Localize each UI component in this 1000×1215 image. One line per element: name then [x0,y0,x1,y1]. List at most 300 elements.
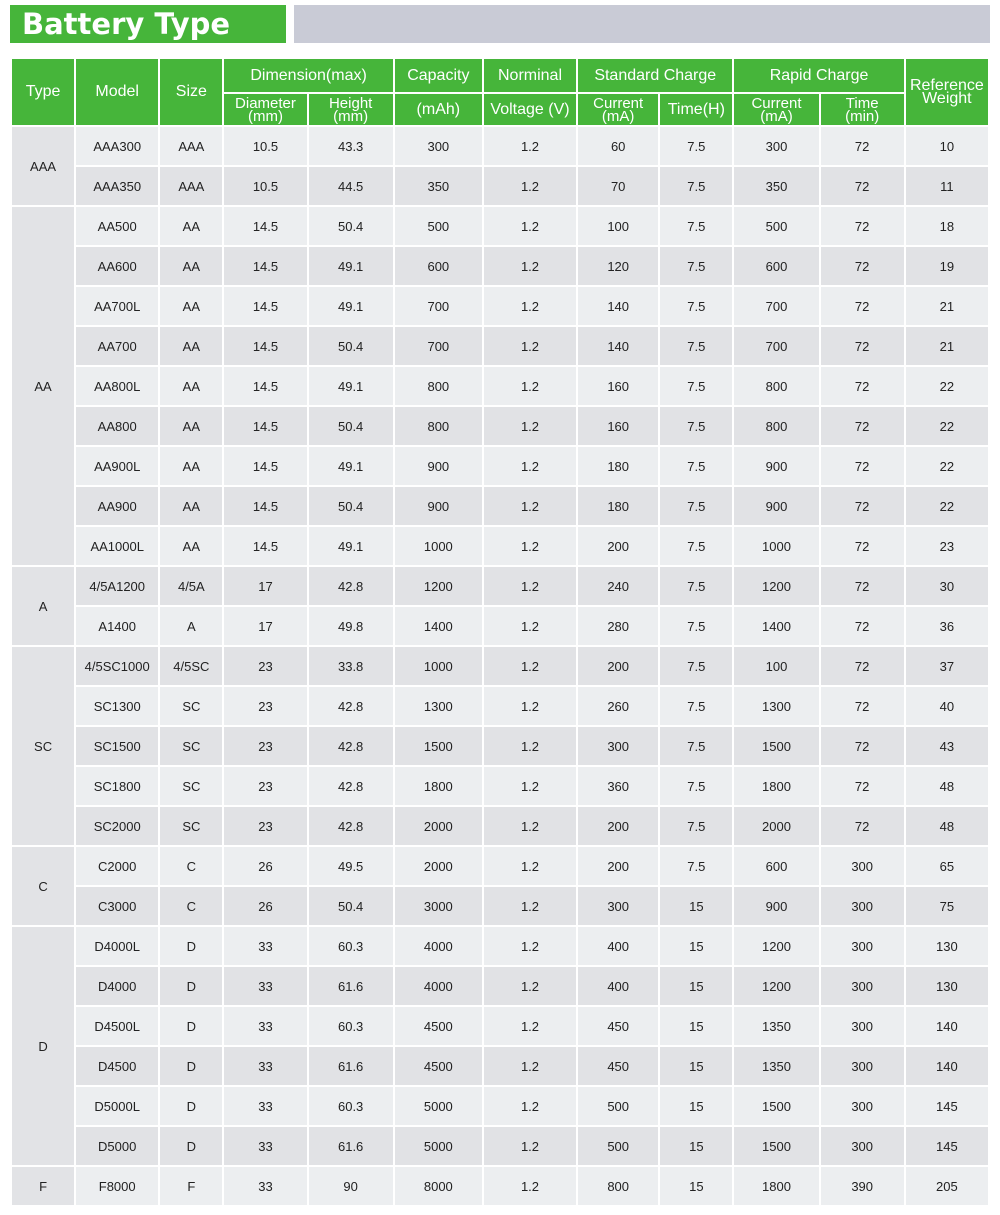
header-size: Size [160,59,222,125]
voltage-cell: 1.2 [484,367,576,405]
std-current-cell: 300 [578,887,658,925]
rapid-current-cell: 1200 [734,967,818,1005]
height-cell: 49.1 [309,287,393,325]
std-current-cell: 140 [578,287,658,325]
voltage-cell: 1.2 [484,567,576,605]
std-time-cell: 7.5 [660,647,732,685]
model-cell: 4/5A1200 [76,567,158,605]
model-cell: D4000L [76,927,158,965]
table-row [12,1167,988,1205]
table-row [12,127,988,165]
height-cell: 50.4 [309,207,393,245]
rapid-time-cell: 72 [821,167,904,205]
rapid-current-cell: 1200 [734,927,818,965]
std-time-cell: 7.5 [660,727,732,765]
std-current-cell: 240 [578,567,658,605]
diameter-cell: 26 [224,887,306,925]
weight-cell: 140 [906,1047,988,1085]
model-cell: AA600 [76,247,158,285]
voltage-cell: 1.2 [484,967,576,1005]
height-cell: 50.4 [309,327,393,365]
capacity-cell: 1000 [395,647,482,685]
type-cell: C [12,847,74,925]
capacity-cell: 2000 [395,807,482,845]
std-time-cell: 7.5 [660,567,732,605]
capacity-cell: 4000 [395,967,482,1005]
header-rapid-charge: Rapid Charge [734,59,903,92]
std-current-cell: 400 [578,927,658,965]
diameter-cell: 14.5 [224,287,306,325]
rapid-current-cell: 2000 [734,807,818,845]
std-time-cell: 7.5 [660,127,732,165]
std-current-cell: 800 [578,1167,658,1205]
type-cell: A [12,567,74,645]
capacity-cell: 800 [395,407,482,445]
height-cell: 49.8 [309,607,393,645]
diameter-cell: 23 [224,727,306,765]
rapid-current-cell: 600 [734,847,818,885]
size-cell: F [160,1167,222,1205]
header-reference-weight [906,59,988,125]
model-cell: AA900L [76,447,158,485]
capacity-cell: 2000 [395,847,482,885]
model-cell: AA500 [76,207,158,245]
size-cell: AAA [160,127,222,165]
capacity-cell: 800 [395,367,482,405]
size-cell: AA [160,247,222,285]
table-body [12,127,988,1205]
diameter-cell: 33 [224,1087,306,1125]
model-cell: A1400 [76,607,158,645]
diameter-cell: 10.5 [224,127,306,165]
table-row [12,687,988,725]
model-cell: SC1300 [76,687,158,725]
std-current-cell: 180 [578,447,658,485]
std-time-cell: 7.5 [660,447,732,485]
rapid-time-cell: 72 [821,207,904,245]
diameter-cell: 26 [224,847,306,885]
diameter-cell: 23 [224,687,306,725]
voltage-cell: 1.2 [484,1007,576,1045]
weight-cell: 10 [906,127,988,165]
table-row [12,647,988,685]
rapid-current-cell: 1800 [734,767,818,805]
size-cell: AA [160,487,222,525]
diameter-cell: 23 [224,767,306,805]
height-cell: 43.3 [309,127,393,165]
voltage-cell: 1.2 [484,847,576,885]
voltage-cell: 1.2 [484,647,576,685]
std-time-cell: 7.5 [660,247,732,285]
height-cell: 42.8 [309,767,393,805]
table-row [12,287,988,325]
weight-cell: 40 [906,687,988,725]
weight-cell: 11 [906,167,988,205]
std-time-cell: 7.5 [660,527,732,565]
voltage-cell: 1.2 [484,687,576,725]
std-time-cell: 7.5 [660,327,732,365]
rapid-current-cell: 100 [734,647,818,685]
capacity-cell: 3000 [395,887,482,925]
header-height-label: Height [328,94,373,112]
rapid-current-cell: 1500 [734,727,818,765]
table-row [12,407,988,445]
weight-cell: 43 [906,727,988,765]
header-voltage: Voltage (V) [484,94,576,125]
std-current-cell: 160 [578,407,658,445]
weight-cell: 140 [906,1007,988,1045]
weight-cell: 21 [906,327,988,365]
std-time-cell: 7.5 [660,767,732,805]
std-time-cell: 7.5 [660,687,732,725]
diameter-cell: 33 [224,967,306,1005]
std-time-cell: 15 [660,967,732,1005]
size-cell: AA [160,367,222,405]
weight-cell: 22 [906,367,988,405]
diameter-cell: 33 [224,1007,306,1045]
size-cell: AA [160,407,222,445]
rapid-current-cell: 1800 [734,1167,818,1205]
height-cell: 33.8 [309,647,393,685]
model-cell: D5000L [76,1087,158,1125]
size-cell: D [160,1007,222,1045]
rapid-current-cell: 900 [734,447,818,485]
size-cell: SC [160,727,222,765]
rapid-current-cell: 1400 [734,607,818,645]
rapid-time-cell: 300 [821,1007,904,1045]
model-cell: SC2000 [76,807,158,845]
page-title: Battery Type [10,5,290,43]
diameter-cell: 14.5 [224,407,306,445]
size-cell: D [160,1127,222,1165]
header-model: Model [76,59,158,125]
std-current-cell: 260 [578,687,658,725]
height-cell: 42.8 [309,727,393,765]
std-time-cell: 7.5 [660,847,732,885]
rapid-current-cell: 600 [734,247,818,285]
rapid-time-cell: 72 [821,567,904,605]
diameter-cell: 14.5 [224,447,306,485]
capacity-cell: 900 [395,487,482,525]
model-cell: D4000 [76,967,158,1005]
std-current-cell: 500 [578,1127,658,1165]
diameter-cell: 14.5 [224,247,306,285]
voltage-cell: 1.2 [484,287,576,325]
diameter-cell: 33 [224,1127,306,1165]
header-diameter-unit: (mm) [247,107,283,125]
diameter-cell: 14.5 [224,527,306,565]
battery-spec-table [10,57,990,1207]
table-row [12,927,988,965]
voltage-cell: 1.2 [484,1047,576,1085]
size-cell: C [160,847,222,885]
rapid-current-cell: 1000 [734,527,818,565]
capacity-cell: 700 [395,327,482,365]
height-cell: 50.4 [309,887,393,925]
table-row [12,967,988,1005]
diameter-cell: 14.5 [224,487,306,525]
std-current-cell: 200 [578,527,658,565]
model-cell: AA900 [76,487,158,525]
voltage-cell: 1.2 [484,447,576,485]
diameter-cell: 17 [224,607,306,645]
height-cell: 49.1 [309,447,393,485]
model-cell: SC1800 [76,767,158,805]
weight-cell: 18 [906,207,988,245]
size-cell: SC [160,687,222,725]
weight-cell: 21 [906,287,988,325]
header-height [309,94,393,125]
model-cell: AA1000L [76,527,158,565]
voltage-cell: 1.2 [484,1167,576,1205]
rapid-time-cell: 72 [821,487,904,525]
rapid-time-cell: 72 [821,127,904,165]
rapid-current-cell: 800 [734,367,818,405]
capacity-cell: 4500 [395,1047,482,1085]
capacity-cell: 5000 [395,1127,482,1165]
voltage-cell: 1.2 [484,927,576,965]
rapid-current-cell: 300 [734,127,818,165]
type-cell: AAA [12,127,74,205]
rapid-time-cell: 300 [821,1127,904,1165]
table-row [12,1047,988,1085]
header-height-unit: (mm) [333,107,369,125]
rapid-time-cell: 390 [821,1167,904,1205]
height-cell: 60.3 [309,1007,393,1045]
weight-cell: 145 [906,1127,988,1165]
weight-cell: 205 [906,1167,988,1205]
voltage-cell: 1.2 [484,807,576,845]
header-nominal: Norminal [484,59,576,92]
table-row [12,887,988,925]
rapid-time-cell: 72 [821,247,904,285]
size-cell: D [160,1047,222,1085]
table-row [12,487,988,525]
table-row [12,1007,988,1045]
capacity-cell: 900 [395,447,482,485]
capacity-cell: 5000 [395,1087,482,1125]
height-cell: 60.3 [309,927,393,965]
std-current-cell: 100 [578,207,658,245]
table-row [12,247,988,285]
diameter-cell: 17 [224,567,306,605]
voltage-cell: 1.2 [484,1087,576,1125]
rapid-time-cell: 72 [821,527,904,565]
weight-cell: 48 [906,767,988,805]
size-cell: C [160,887,222,925]
table-row [12,607,988,645]
height-cell: 60.3 [309,1087,393,1125]
weight-cell: 48 [906,807,988,845]
header-rapid-time-label: Time [845,94,879,112]
rapid-current-cell: 1500 [734,1087,818,1125]
model-cell: C3000 [76,887,158,925]
std-time-cell: 7.5 [660,287,732,325]
header-std-current-unit: (mA) [601,107,635,125]
height-cell: 90 [309,1167,393,1205]
height-cell: 49.1 [309,247,393,285]
std-current-cell: 200 [578,847,658,885]
size-cell: AA [160,447,222,485]
voltage-cell: 1.2 [484,727,576,765]
std-current-cell: 140 [578,327,658,365]
rapid-current-cell: 350 [734,167,818,205]
rapid-time-cell: 300 [821,927,904,965]
weight-cell: 75 [906,887,988,925]
rapid-current-cell: 1500 [734,1127,818,1165]
weight-cell: 22 [906,447,988,485]
model-cell: D4500L [76,1007,158,1045]
capacity-cell: 1400 [395,607,482,645]
size-cell: AAA [160,167,222,205]
rapid-time-cell: 300 [821,967,904,1005]
rapid-time-cell: 72 [821,727,904,765]
table-row [12,167,988,205]
height-cell: 50.4 [309,487,393,525]
size-cell: SC [160,767,222,805]
voltage-cell: 1.2 [484,207,576,245]
std-current-cell: 180 [578,487,658,525]
size-cell: SC [160,807,222,845]
type-cell: SC [12,647,74,845]
std-current-cell: 200 [578,647,658,685]
title-bar [10,5,990,43]
voltage-cell: 1.2 [484,407,576,445]
rapid-time-cell: 72 [821,607,904,645]
model-cell: AA700 [76,327,158,365]
std-time-cell: 15 [660,1047,732,1085]
rapid-time-cell: 300 [821,1087,904,1125]
voltage-cell: 1.2 [484,247,576,285]
capacity-cell: 350 [395,167,482,205]
table-row [12,847,988,885]
height-cell: 61.6 [309,967,393,1005]
std-time-cell: 7.5 [660,807,732,845]
weight-cell: 36 [906,607,988,645]
header-std-current [578,94,658,125]
header-capacity: Capacity [395,59,482,92]
capacity-cell: 1000 [395,527,482,565]
weight-cell: 37 [906,647,988,685]
weight-cell: 23 [906,527,988,565]
std-current-cell: 120 [578,247,658,285]
size-cell: A [160,607,222,645]
weight-cell: 30 [906,567,988,605]
size-cell: D [160,927,222,965]
std-time-cell: 15 [660,1127,732,1165]
rapid-current-cell: 1350 [734,1007,818,1045]
std-time-cell: 7.5 [660,207,732,245]
std-time-cell: 15 [660,1087,732,1125]
height-cell: 50.4 [309,407,393,445]
diameter-cell: 33 [224,1167,306,1205]
std-current-cell: 450 [578,1047,658,1085]
capacity-cell: 1800 [395,767,482,805]
weight-cell: 22 [906,487,988,525]
voltage-cell: 1.2 [484,607,576,645]
diameter-cell: 23 [224,647,306,685]
voltage-cell: 1.2 [484,1127,576,1165]
header-rapid-time [821,94,904,125]
voltage-cell: 1.2 [484,767,576,805]
rapid-time-cell: 72 [821,687,904,725]
header-rapid-current-label: Current [751,94,802,112]
rapid-time-cell: 72 [821,807,904,845]
std-time-cell: 15 [660,1167,732,1205]
rapid-current-cell: 700 [734,327,818,365]
model-cell: D4500 [76,1047,158,1085]
capacity-cell: 500 [395,207,482,245]
table-row [12,807,988,845]
rapid-time-cell: 72 [821,407,904,445]
capacity-cell: 1500 [395,727,482,765]
table-row [12,367,988,405]
std-time-cell: 7.5 [660,487,732,525]
size-cell: AA [160,327,222,365]
model-cell: AAA300 [76,127,158,165]
rapid-current-cell: 900 [734,887,818,925]
capacity-cell: 700 [395,287,482,325]
table-header [12,59,988,125]
capacity-cell: 300 [395,127,482,165]
model-cell: AA800 [76,407,158,445]
std-time-cell: 7.5 [660,367,732,405]
height-cell: 42.8 [309,567,393,605]
voltage-cell: 1.2 [484,167,576,205]
rapid-time-cell: 300 [821,847,904,885]
rapid-time-cell: 72 [821,647,904,685]
model-cell: D5000 [76,1127,158,1165]
height-cell: 42.8 [309,687,393,725]
weight-cell: 130 [906,927,988,965]
header-capacity-unit: (mAh) [395,94,482,125]
voltage-cell: 1.2 [484,127,576,165]
std-time-cell: 7.5 [660,407,732,445]
rapid-current-cell: 500 [734,207,818,245]
rapid-time-cell: 72 [821,327,904,365]
size-cell: D [160,1087,222,1125]
size-cell: AA [160,287,222,325]
rapid-current-cell: 900 [734,487,818,525]
model-cell: F8000 [76,1167,158,1205]
rapid-time-cell: 72 [821,287,904,325]
table-row [12,1087,988,1125]
diameter-cell: 14.5 [224,327,306,365]
height-cell: 49.5 [309,847,393,885]
diameter-cell: 23 [224,807,306,845]
std-current-cell: 500 [578,1087,658,1125]
std-time-cell: 15 [660,1007,732,1045]
rapid-current-cell: 800 [734,407,818,445]
rapid-current-cell: 1200 [734,567,818,605]
header-dimension: Dimension(max) [224,59,392,92]
header-type: Type [12,59,74,125]
table-row [12,727,988,765]
voltage-cell: 1.2 [484,327,576,365]
size-cell: D [160,967,222,1005]
voltage-cell: 1.2 [484,887,576,925]
table-row [12,447,988,485]
model-cell: SC1500 [76,727,158,765]
type-cell: D [12,927,74,1165]
std-current-cell: 300 [578,727,658,765]
rapid-time-cell: 72 [821,367,904,405]
table-row [12,767,988,805]
capacity-cell: 4000 [395,927,482,965]
diameter-cell: 14.5 [224,367,306,405]
header-diameter [224,94,306,125]
rapid-time-cell: 72 [821,447,904,485]
